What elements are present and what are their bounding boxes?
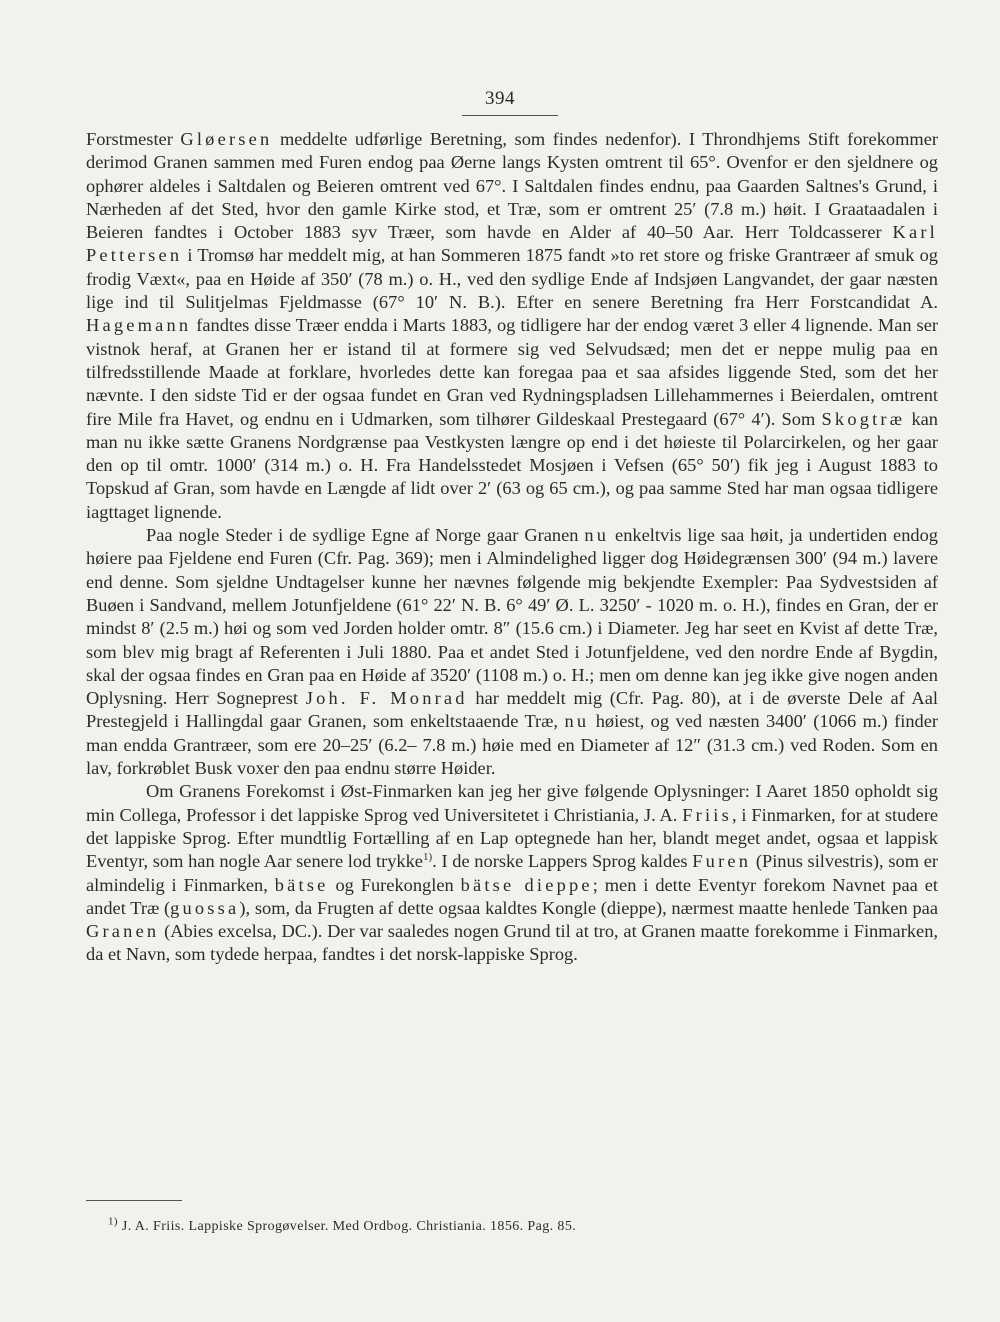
text-run: har meddelt mig (Cfr. Pag. 80), at i de øverste Dele af Aal Prestegjeld i Hallingdal gaar Granen, som enkeltstaaende Træ, — [86, 688, 938, 732]
spaced-emphasis: Furen — [692, 851, 752, 872]
text-run: enkeltvis lige saa høit, ja undertiden endog høiere paa Fjeldene end Furen (Cfr. Pag. 369); men i Almindelighed ligger dog Høidegrænsen 300′ (94 m.) lavere end denne. Som sjeldne Undtagelser kunne her nævnes følgende mig bekjendte Exempler: Paa Sydvestsiden af Buøen i Sandvand, mellem Jotunfjeldene (61° 22′ N. B. 6° 49′ Ø. L. 3250′ - 1020 m. o. H.), findes en Gran, der er mindst 8′ (2.5 m.) høi og som ved Jorden holder omtr. 8″ (15.6 cm.) i Diameter. Jeg har seet en Kvist af dette Træ, som blev mig bragt af Referenten i Juli 1880. Paa et andet Sted i Jotunfjeldene, ved den nordre Ende af Bygdin, skal der ogsaa findes en Gran paa en Høide af 3520′ (1108 m.) o. H.; men om denne kan jeg ikke give nogen anden Oplysning. Herr Sogneprest — [86, 525, 938, 709]
spaced-emphasis: Karl Pettersen — [86, 222, 938, 266]
text-run: ; men i dette Eventyr forekom Navnet paa et andet Træ ( — [86, 874, 938, 918]
spaced-emphasis: bätse — [274, 874, 329, 895]
spaced-emphasis: Friis — [682, 804, 732, 825]
paragraph — [86, 780, 938, 966]
text-run: Paa nogle Steder i de sydlige Egne af Norge gaar Granen — [146, 525, 585, 546]
spaced-emphasis: Hagemann — [86, 315, 192, 336]
text-run: (Abies excelsa, DC.). Der var saaledes nogen Grund til at tro, at Granen maatte forekomme i Finmarken, da et Navn, som tydede herpaa, fandtes i det norsk-lappiske Sprog. — [86, 921, 938, 965]
footnote-rule — [86, 1200, 182, 1201]
spaced-emphasis: bätse dieppe — [460, 874, 593, 895]
footnote — [108, 1215, 938, 1236]
spaced-emphasis: guossa — [170, 897, 240, 918]
spaced-emphasis: Granen — [86, 921, 160, 942]
body-text — [86, 128, 938, 967]
text-run: . I de norske Lappers Sprog kaldes — [432, 851, 693, 872]
spaced-emphasis: nu — [564, 711, 590, 732]
page-number-rule — [462, 115, 558, 116]
text-run: ), som, da Frugten af dette ogsaa kaldtes Kongle (dieppe), nærmest maatte henlede Tanken paa — [239, 897, 938, 918]
spaced-emphasis: Skogtræ — [821, 408, 906, 429]
text-run: meddelte udførlige Beretning, som findes nedenfor). I Throndhjems Stift forekommer derimod Granen sammen med Furen endog paa Øerne langs Kysten omtrent til 65°. Ovenfor er den sjeldnere og ophører aldeles i Saltdalen og Beieren omtrent ved 67°. I Saltdalen findes endnu, paa Gaarden Saltnes's Grund, i Nærheden af det Sted, hvor den gamle Kirke stod, et Træ, som er omtrent 25′ (7.8 m.) høit. I Graataadalen i Beieren fandtes i October 1883 syv Træer, som havde en Alder af 40–50 Aar. Herr Toldcasserer — [86, 129, 938, 243]
text-run: (Pinus silvestris), som er almindelig i Finmarken, — [86, 851, 938, 895]
paragraph — [86, 524, 938, 780]
text-run: og Furekonglen — [328, 874, 461, 895]
text-run: høiest, og ved næsten 3400′ (1066 m.) finder man endda Grantræer, som ere 20–25′ (6.2– 7.8 m.) høie med en Diameter af 12″ (31.3 cm.) ved Roden. Som en lav, forkrøblet Busk voxer den paa endnu større Høider. — [86, 711, 938, 779]
text-run: , i Finmarken, for at studere det lappiske Sprog. Efter mundtlig Fortælling af en Lap optegnede han her, blandt meget andet, ogsaa et lappisk Eventyr, som han nogle Aar senere lod trykke — [86, 804, 938, 872]
spaced-emphasis: nu — [584, 525, 610, 546]
spaced-emphasis: Joh. F. Monrad — [305, 688, 468, 709]
paragraph — [86, 128, 938, 524]
text-run: kan man nu ikke sætte Granens Nordgrænse paa Vestkysten længre op end i det høieste til Polarcirkelen, og her gaar den op til omtr. 1000′ (314 m.) o. H. Fra Handelsstedet Mosjøen i Vefsen (65° 50′) fik jeg i August 1883 to Topskud af Gran, som havde en Længde af lidt over 2′ (63 og 65 cm.), og paa samme Sted har man ogsaa tidligere iagttaget lignende. — [86, 408, 938, 522]
page-number: 394 — [485, 88, 515, 109]
text-run: Om Granens Forekomst i Øst-Finmarken kan jeg her give følgende Oplysninger: I Aaret 1850 opholdt sig min Collega, Professor i det lappiske Sprog ved Universitetet i Christiania, J. A. — [86, 781, 938, 825]
footnote-marker: 1) — [108, 1215, 118, 1228]
footnote-text: J. A. Friis. Lappiske Sprogøvelser. Med Ordbog. Christiania. 1856. Pag. 85. — [121, 1219, 577, 1234]
text-run: i Tromsø har meddelt mig, at han Sommeren 1875 fandt »to ret store og friske Grantræer af smuk og frodig Væxt«, paa en Høide af 350′ (78 m.) o. H., ved den sydlige Ende af Indsjøen Langvandet, der gaar næsten lige ind til Sulitjelmas Fjeldmasse (67° 10′ N. B.). Efter en senere Beretning fra Herr Forstcandidat A. — [86, 245, 938, 313]
spaced-emphasis: Gløersen — [180, 129, 273, 149]
text-run: Forstmester — [86, 129, 181, 149]
text-run: fandtes disse Træer endda i Marts 1883, og tidligere har der endog været 3 eller 4 lignende. Man ser vistnok heraf, at Granen her er istand til at formere sig ved Selvudsæd; men det er neppe mulig paa en tilfredsstillende Maade at forklare, hvorledes dette kan foregaa paa et saa afsides liggende Sted, som det her nævnte. I den sidste Tid er der ogsaa fundet en Gran ved Rydningspladsen Lillehammernes i Beierdalen, omtrent fire Mile fra Havet, og endnu en i Udmarken, som tilhører Gildeskaal Prestegaard (67° 4′). Som — [86, 315, 938, 429]
footnote-reference: 1) — [422, 851, 433, 864]
